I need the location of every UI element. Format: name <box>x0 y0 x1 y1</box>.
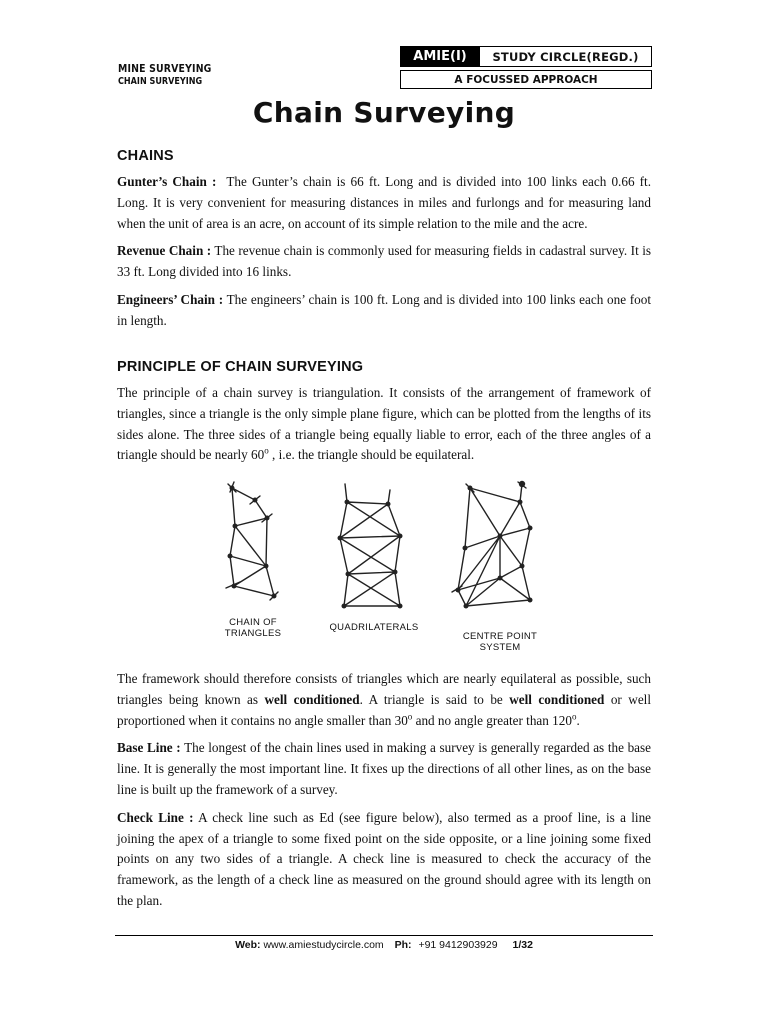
phone-label: Ph: <box>394 939 412 951</box>
tagline: A FOCUSSED APPROACH <box>400 70 652 89</box>
engineers-paragraph <box>117 290 651 332</box>
chains-section <box>117 172 651 332</box>
page-title: Chain Surveying <box>252 96 516 129</box>
gunter-term: Gunter’s Chain : <box>117 174 217 189</box>
principle-paragraph <box>117 383 651 466</box>
website-link[interactable]: www.amiestudycircle.com <box>263 939 384 951</box>
gunter-paragraph <box>117 172 651 234</box>
study-circle-label: STUDY CIRCLE(REGD.) <box>480 46 652 67</box>
running-header <box>118 62 228 87</box>
subject-label: MINE SURVEYING <box>118 62 212 75</box>
web-label: Web: <box>235 939 261 951</box>
footer-divider <box>115 935 653 936</box>
definitions-section <box>117 669 651 912</box>
topic-label: CHAIN SURVEYING <box>118 76 203 87</box>
engineers-text: The engineers’ chain is 100 ft. Long and is divided into 100 links each one foot in length. <box>117 291 652 328</box>
triangulation-figure <box>200 478 560 658</box>
chain-of-triangles-diagram <box>226 482 278 600</box>
framework-paragraph: The framework should therefore consists of triangles which are nearly equilateral as possible, such triangles being known as well conditioned. A triangle is said to be well conditioned or well proportioned when it contains no angle smaller than 30$^o$ and no angle greater than 120$^o$. <box>117 671 651 728</box>
page-number: 1/32 <box>512 939 533 951</box>
revenue-text: The revenue chain is commonly used for measuring fields in cadastral survey. It is 33 ft. Long divided into 16 links. <box>117 243 652 280</box>
base-line-text: The longest of the chain lines used in making a survey is generally regarded as the base line. It is generally the most important line. It fixes up the directions of all other lines, as on the base line is built up the framework of a survey. <box>117 740 651 797</box>
phone-number: +91 9412903929 <box>418 939 498 951</box>
principle-heading: PRINCIPLE OF CHAIN SURVEYING <box>117 359 364 375</box>
quadrilaterals-caption: QUADRILATERALS <box>329 622 419 633</box>
revenue-term: Revenue Chain : <box>117 243 212 259</box>
base-line-term: Base Line : <box>117 740 181 756</box>
amie-label: AMIE(I) <box>400 46 480 67</box>
amie-badge <box>400 46 652 89</box>
page-footer <box>0 939 768 951</box>
check-line-paragraph <box>117 808 651 912</box>
check-line-text: A check line such as Ed (see figure below), also termed as a proof line, is a line joining the apex of a triangle to some fixed point on the side opposite, or a line joining some fixed points on any two sides of a triangle. A check line is measured to check the accuracy of the framework, as the length of a check line as measured on the ground should agree with its length on the plan. <box>117 809 652 908</box>
well-conditioned-term: well conditioned <box>264 691 360 707</box>
principle-section <box>117 383 651 466</box>
check-line-term: Check Line : <box>117 809 194 825</box>
principle-text: The principle of a chain survey is triangulation. It consists of the arrangement of framework of triangles, since a triangle is the only simple plane figure, which can be plotted from the lengths of its sides alone. The three sides of a triangle being equally liable to error, each of the three angles of a triangle should be nearly 60 <box>117 385 651 463</box>
chains-heading: CHAINS <box>117 148 174 164</box>
principle-text-after: , i.e. the triangle should be equilateral. <box>272 447 475 463</box>
centre-point-caption: CENTRE POINT SYSTEM <box>462 631 538 653</box>
well-conditioned-term-2: well conditioned <box>509 691 605 707</box>
revenue-paragraph <box>117 241 651 283</box>
base-line-paragraph <box>117 738 651 800</box>
engineers-term: Engineers’ Chain : <box>117 291 224 307</box>
chain-of-triangles-caption: CHAIN OF TRIANGLES <box>224 617 282 639</box>
gunter-text: The Gunter’s chain is 66 ft. Long and is divided into 100 links each 0.66 ft. Long. It is very convenient for measuring distances in miles and furlongs and for measuring land when the unit of area is an acre, on account of its simple relation to the mile and the acre. <box>117 174 652 231</box>
degree-mark: o <box>264 446 269 456</box>
